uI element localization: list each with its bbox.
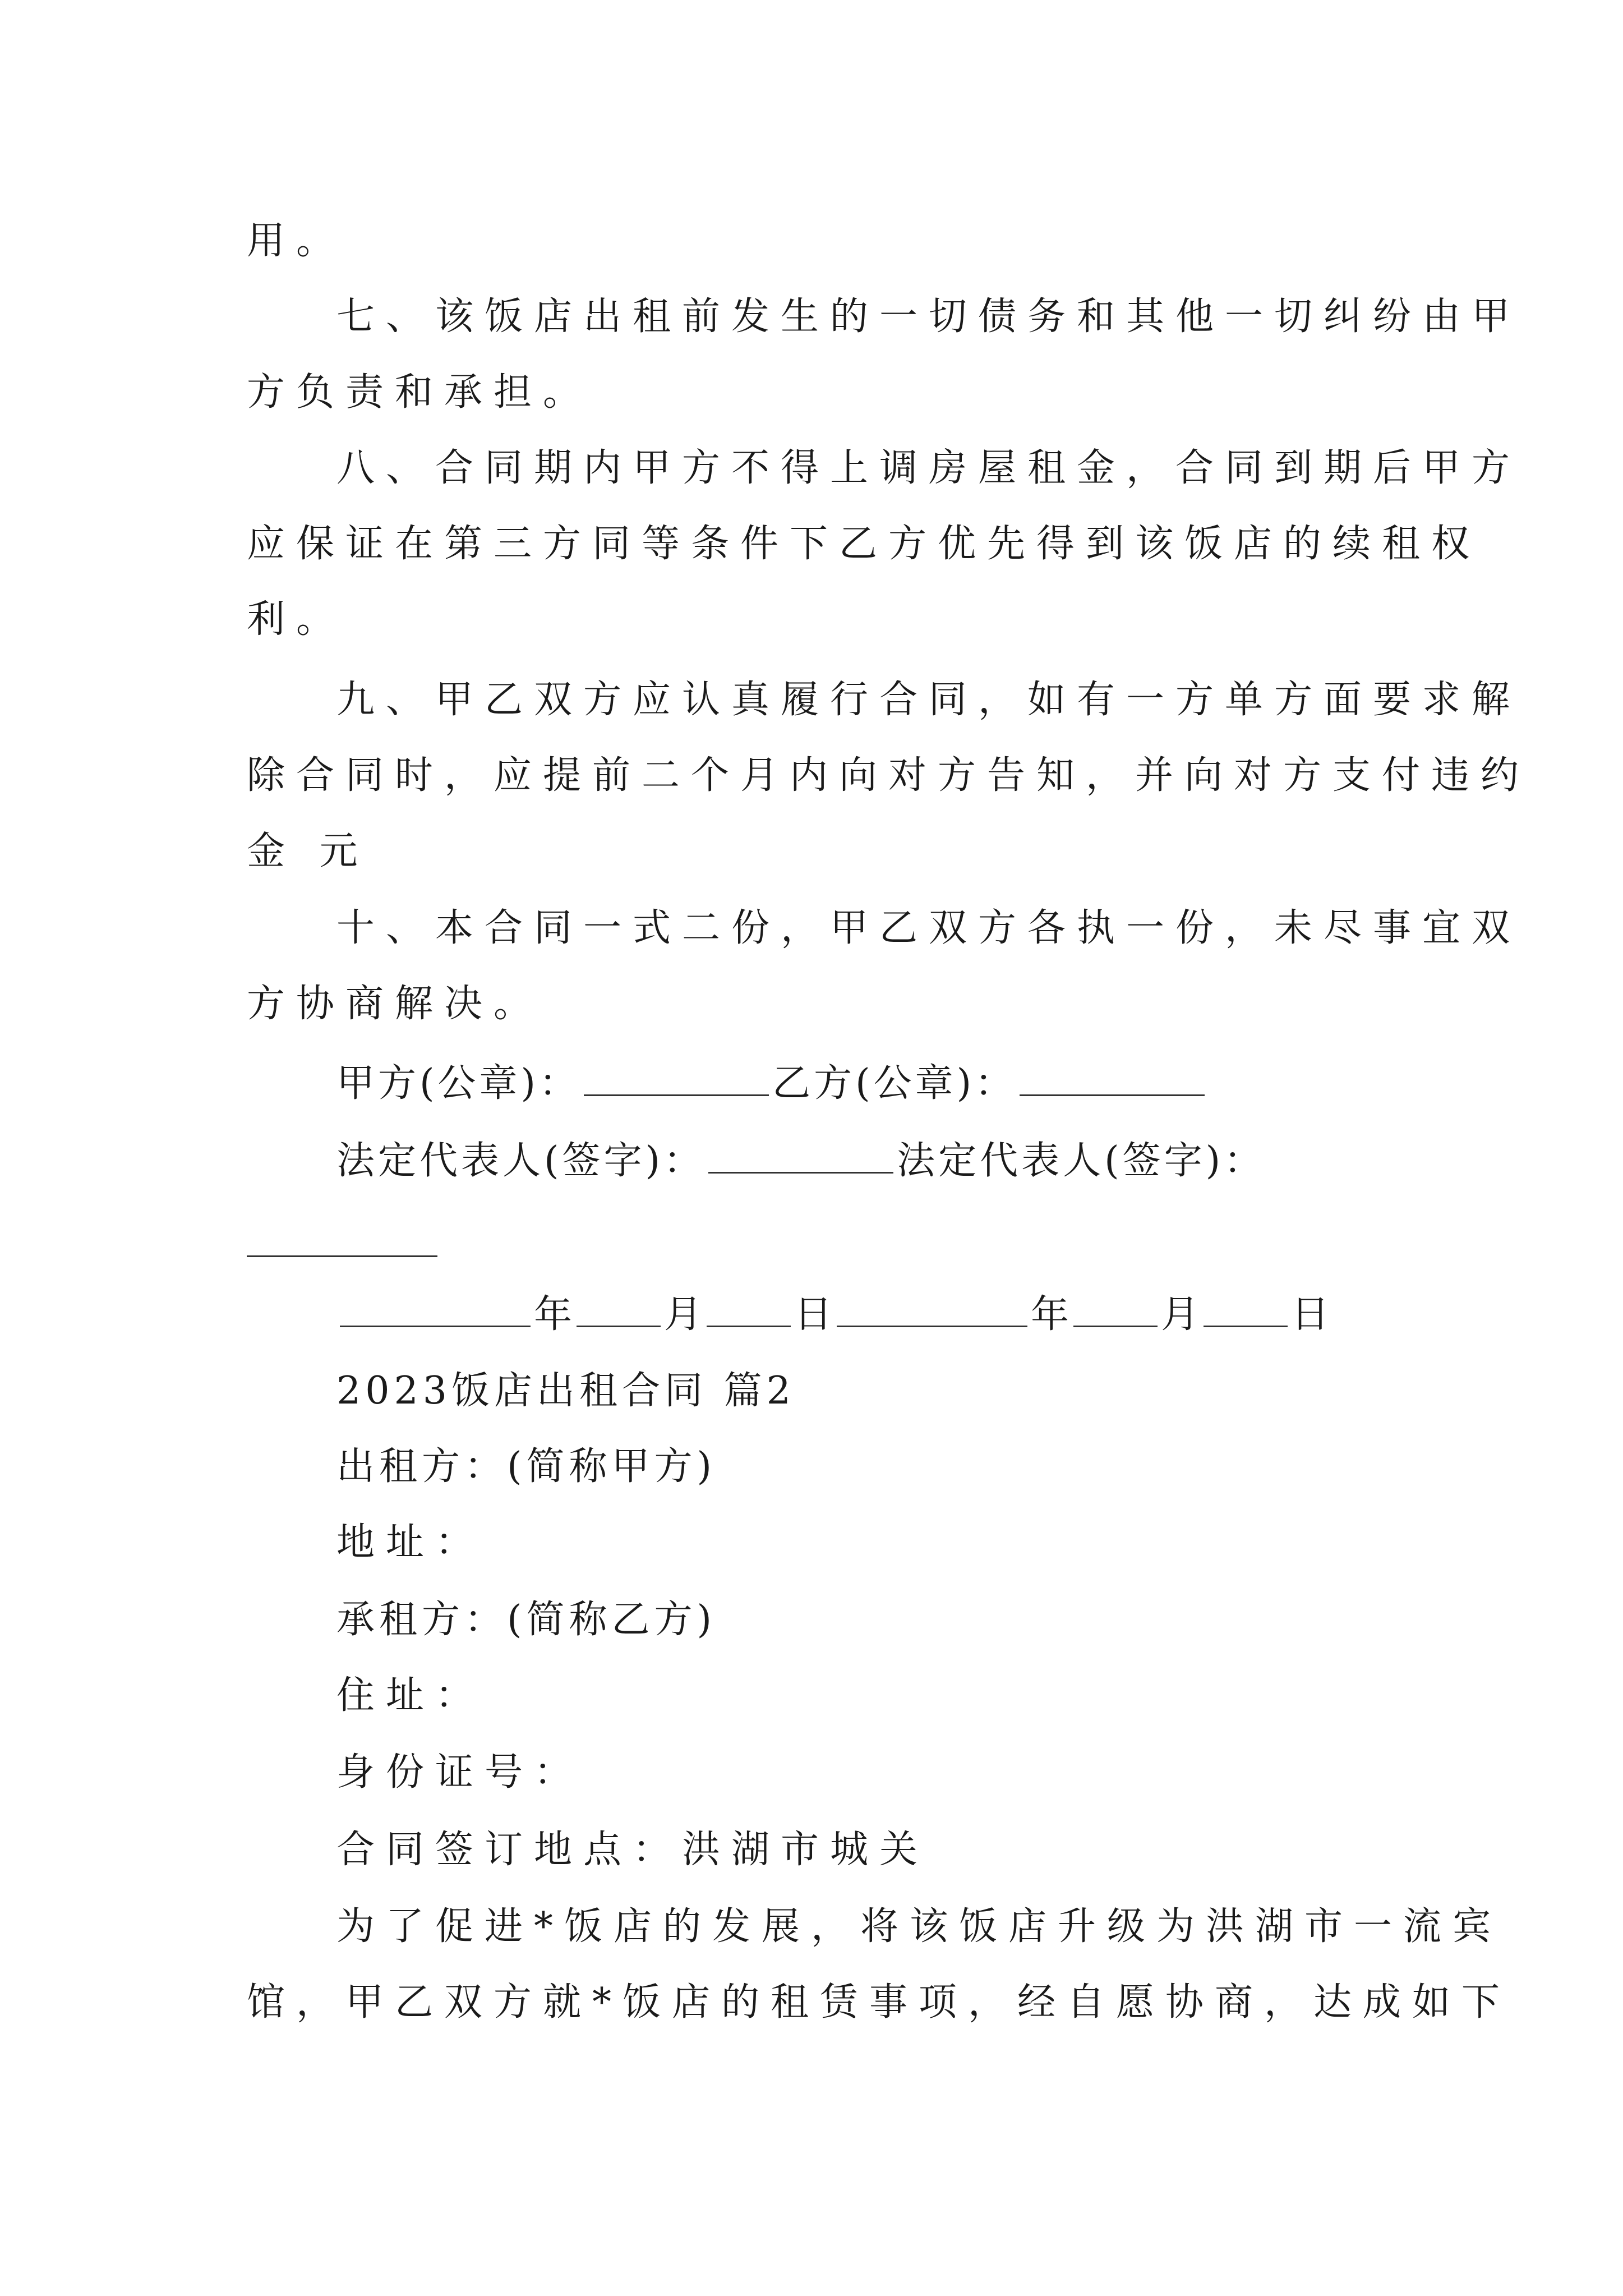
paragraph-line: 利。	[247, 597, 346, 642]
paragraph-line: 用。	[247, 219, 346, 263]
day-a-label: 日	[794, 1292, 834, 1337]
residence-field: 住址：	[336, 1673, 485, 1718]
legal-rep-line	[336, 1133, 1265, 1189]
signing-place-field: 合同签订地点：洪湖市城关	[336, 1828, 929, 1872]
paragraph-line: 为了促进*饭店的发展，将该饭店升级为洪湖市一流宾	[336, 1904, 1502, 1949]
address-field: 地址：	[336, 1520, 485, 1565]
month-a-blank	[577, 1291, 661, 1327]
party-b-seal-label: 乙方(公章)：	[772, 1061, 1017, 1106]
party-a-seal-label: 甲方(公章)：	[336, 1061, 581, 1106]
paragraph-line: 应保证在第三方同等条件下乙方优先得到该饭店的续租权	[247, 522, 1481, 566]
paragraph-line: 八、合同期内甲方不得上调房屋租金，合同到期后甲方	[336, 446, 1521, 490]
month-a-label: 月	[664, 1292, 704, 1337]
legal-rep-b-blank	[247, 1255, 437, 1257]
day-b-blank	[1204, 1291, 1288, 1327]
party-b-seal-blank	[1020, 1060, 1205, 1096]
lessor-field: 出租方：(简称甲方)	[336, 1444, 717, 1489]
legal-rep-b-label: 法定代表人(签字)：	[897, 1139, 1266, 1183]
year-b-label: 年	[1031, 1292, 1071, 1337]
lessee-field: 承租方：(简称乙方)	[336, 1598, 717, 1642]
date-line	[336, 1287, 1330, 1343]
paragraph-line: 十、本合同一式二份，甲乙双方各执一份，未尽事宜双	[336, 906, 1521, 950]
paragraph-line: 七、该饭店出租前发生的一切债务和其他一切纠纷由甲	[336, 295, 1521, 339]
paragraph-line: 方负责和承担。	[247, 370, 593, 415]
legal-rep-a-blank	[708, 1137, 893, 1174]
legal-rep-a-label: 法定代表人(签字)：	[336, 1139, 706, 1183]
day-b-label: 日	[1291, 1292, 1331, 1337]
section-title: 2023饭店出租合同 篇2	[336, 1369, 795, 1413]
paragraph-line: 馆，甲乙双方就*饭店的租赁事项，经自愿协商，达成如下	[247, 1980, 1511, 2024]
party-a-seal-blank	[584, 1060, 769, 1096]
paragraph-line: 除合同时，应提前二个月内向对方告知，并向对方支付违约	[247, 753, 1530, 798]
paragraph-line: 九、甲乙双方应认真履行合同，如有一方单方面要求解	[336, 678, 1521, 722]
year-b-blank	[837, 1291, 1027, 1327]
year-a-blank	[340, 1291, 531, 1327]
month-b-label: 月	[1161, 1292, 1201, 1337]
paragraph-line: 方协商解决。	[247, 982, 543, 1026]
day-a-blank	[707, 1291, 791, 1327]
year-a-label: 年	[534, 1292, 574, 1337]
party-seal-line	[336, 1056, 1208, 1112]
paragraph-line: 金 元	[247, 829, 369, 873]
month-b-blank	[1073, 1291, 1158, 1327]
id-number-field: 身份证号：	[336, 1750, 584, 1795]
